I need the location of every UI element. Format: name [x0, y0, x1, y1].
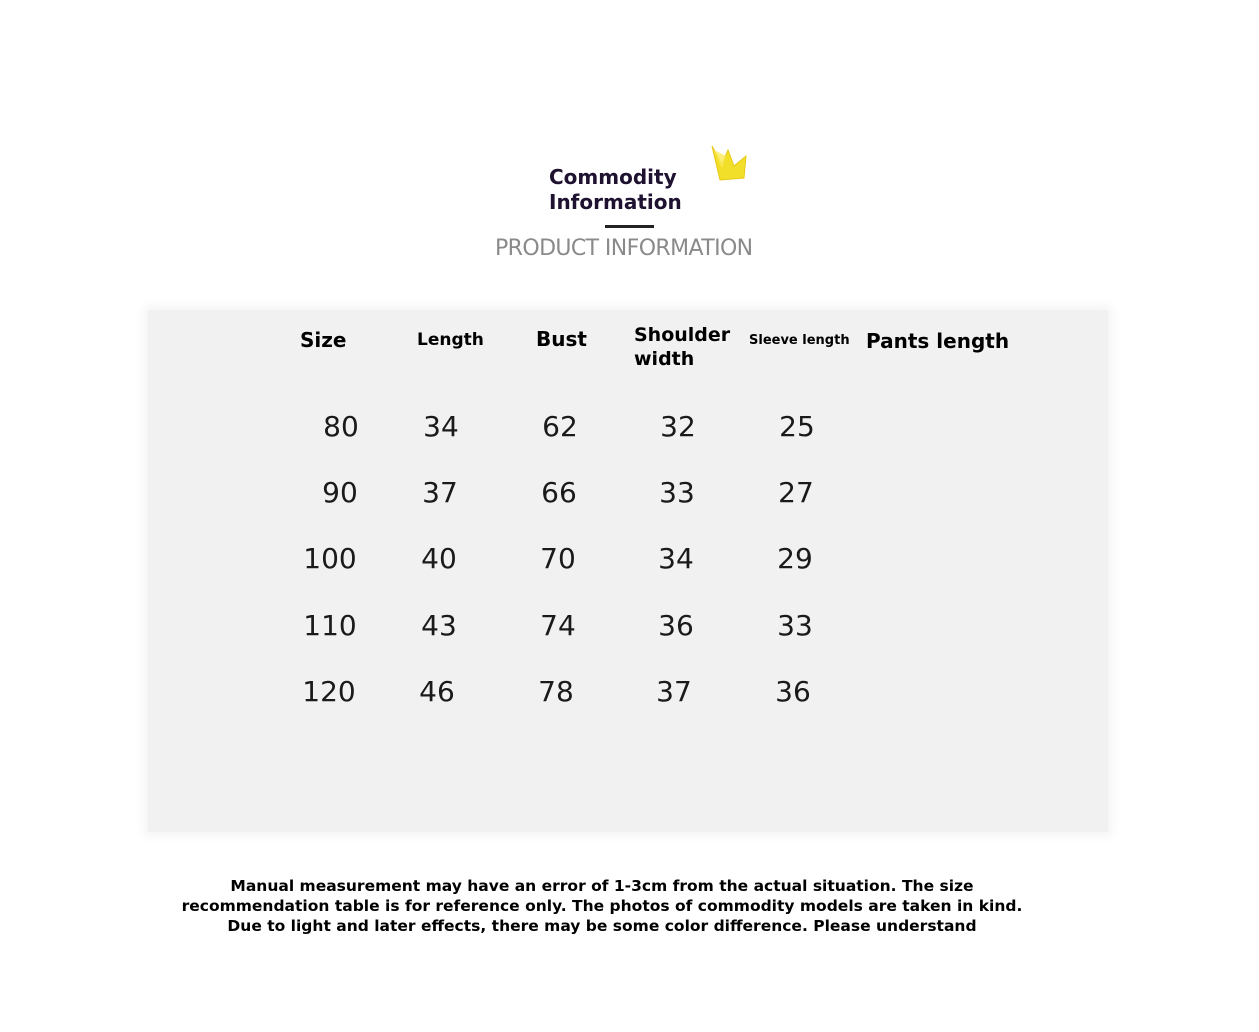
- column-header-size: Size: [300, 328, 347, 352]
- title-line-1: Commodity: [549, 165, 677, 189]
- measurement-note: [170, 876, 1034, 936]
- page-title: [549, 165, 682, 215]
- table-cell: 120: [302, 675, 356, 708]
- table-cell: 46: [419, 675, 455, 708]
- column-header-length: Length: [417, 330, 484, 350]
- table-cell: 100: [303, 542, 357, 575]
- column-header-shoulder-line1: Shoulder: [634, 324, 731, 346]
- page-subtitle: PRODUCT INFORMATION: [495, 236, 753, 261]
- table-cell: 37: [422, 476, 458, 509]
- table-cell: 34: [423, 410, 459, 443]
- table-cell: 110: [303, 609, 357, 642]
- table-cell: 33: [659, 476, 695, 509]
- note-line-3: Due to light and later effects, there may be some color difference. Please understand: [227, 917, 977, 935]
- table-cell: 74: [540, 609, 576, 642]
- column-header-shoulder-line2: width: [634, 348, 695, 370]
- table-cell: 40: [421, 542, 457, 575]
- note-line-1: Manual measurement may have an error of 1-3cm from the actual situation. The size: [230, 877, 974, 895]
- table-cell: 34: [658, 542, 694, 575]
- table-cell: 90: [322, 476, 358, 509]
- table-cell: 43: [421, 609, 457, 642]
- column-header-pants-length: Pants length: [866, 329, 1010, 353]
- note-line-2: recommendation table is for reference only. The photos of commodity models are taken in kind.: [181, 897, 1023, 915]
- table-cell: 66: [541, 476, 577, 509]
- table-cell: 80: [323, 410, 359, 443]
- table-cell: 70: [540, 542, 576, 575]
- table-cell: 33: [777, 609, 813, 642]
- table-cell: 36: [775, 675, 811, 708]
- column-header-bust: Bust: [536, 327, 587, 351]
- table-cell: 37: [656, 675, 692, 708]
- table-cell: 62: [542, 410, 578, 443]
- table-cell: 36: [658, 609, 694, 642]
- table-cell: 25: [779, 410, 815, 443]
- crown-icon: [706, 140, 754, 186]
- title-underline: [605, 225, 654, 228]
- table-cell: 27: [778, 476, 814, 509]
- column-header-shoulder-width: [634, 323, 730, 371]
- table-cell: 78: [538, 675, 574, 708]
- column-header-sleeve-length: Sleeve length: [749, 333, 850, 348]
- table-cell: 29: [777, 542, 813, 575]
- title-line-2: Information: [549, 190, 682, 214]
- table-cell: 32: [660, 410, 696, 443]
